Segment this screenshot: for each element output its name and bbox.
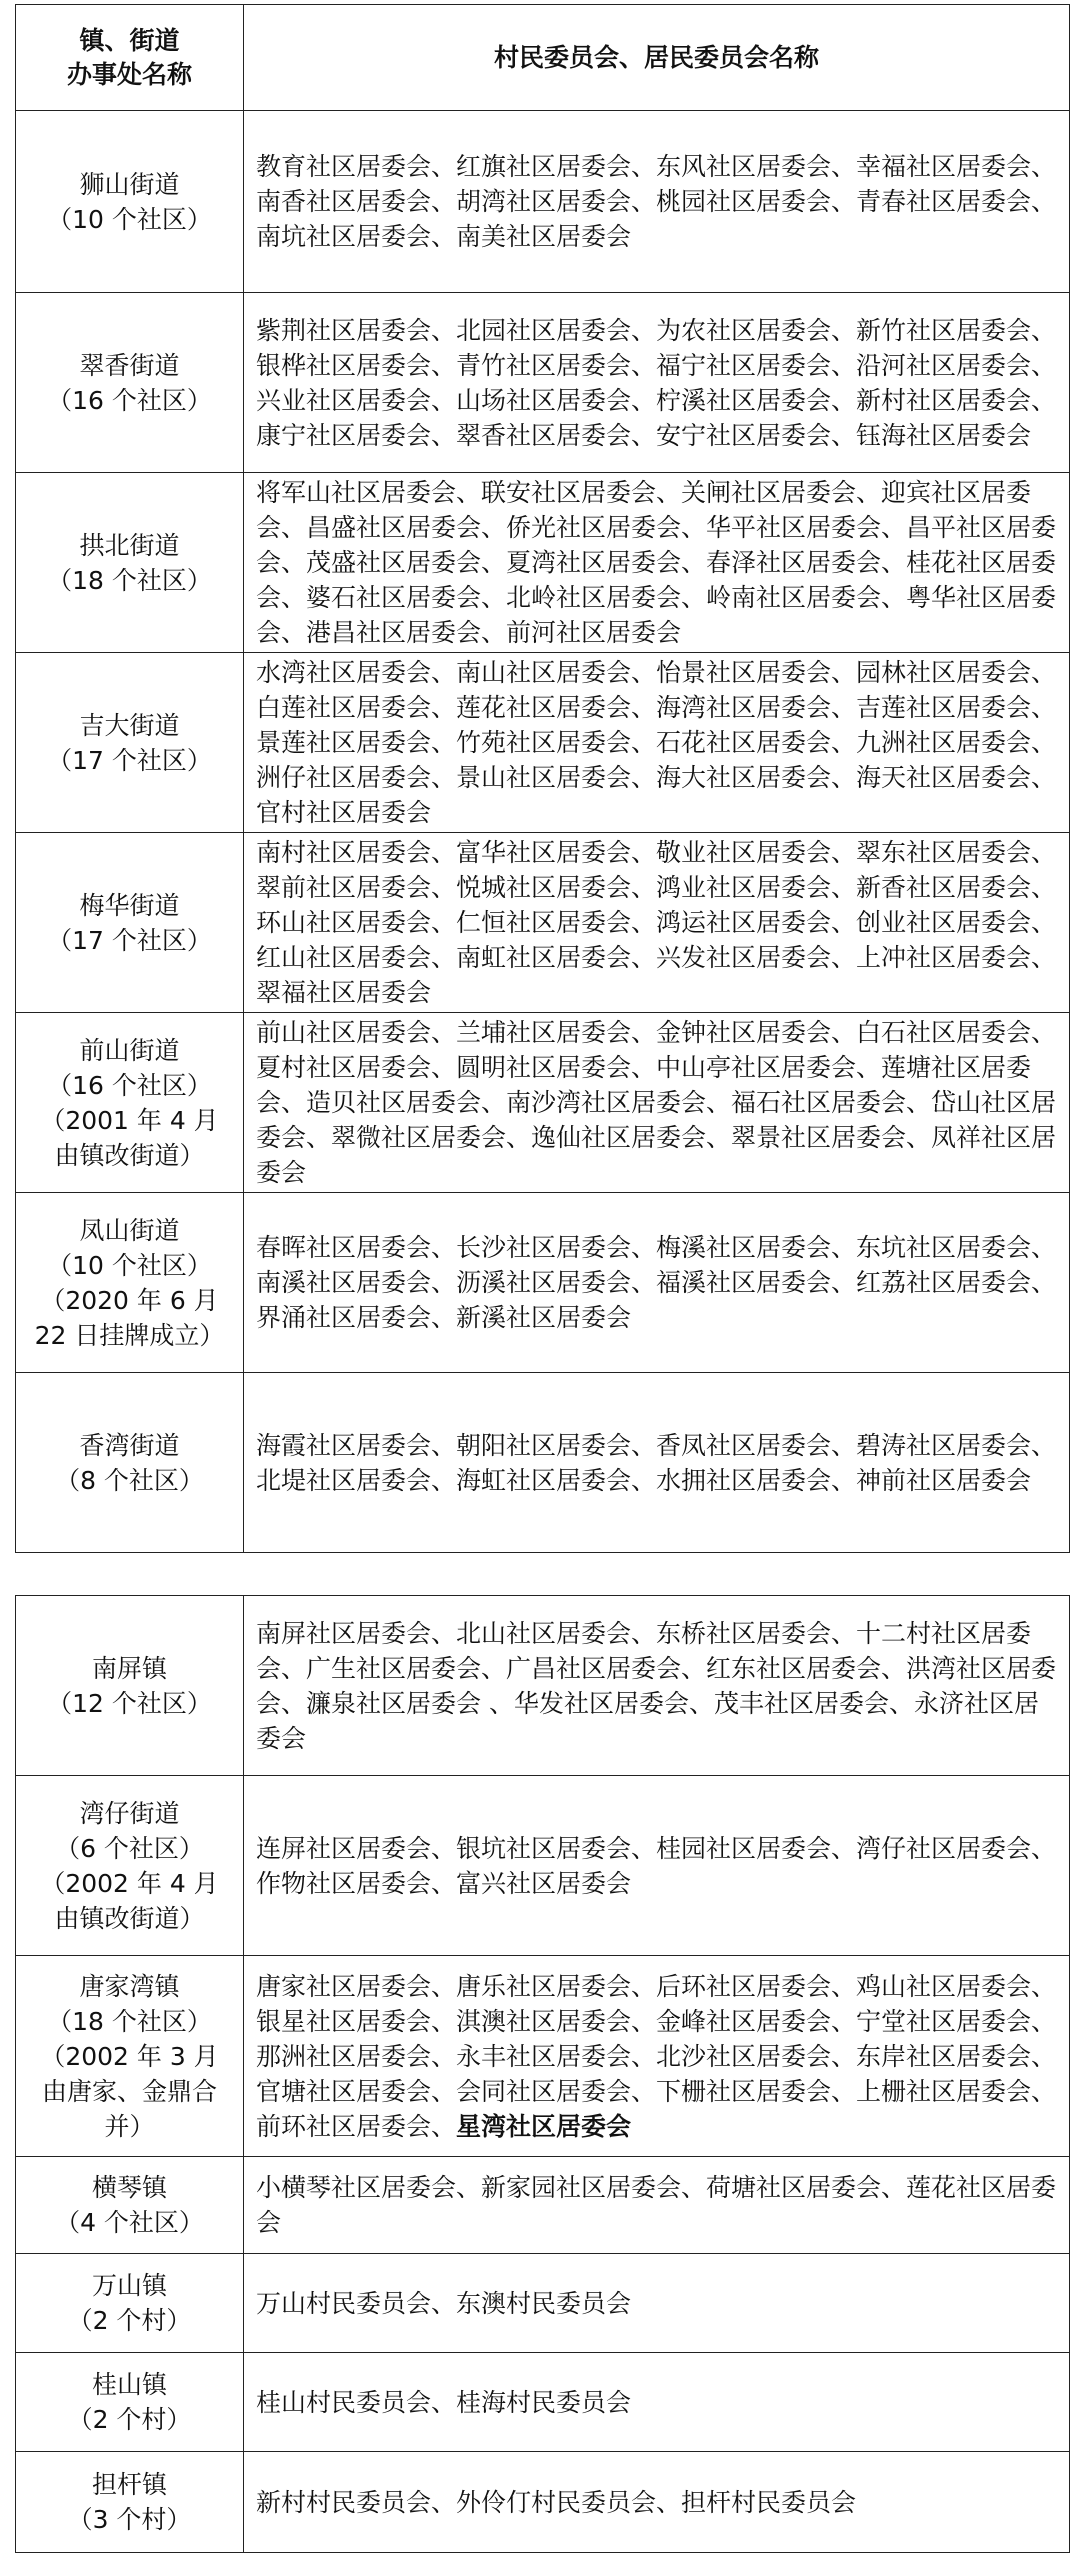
table-row	[16, 293, 1070, 473]
unit-name-line: 由镇改街道）	[54, 1140, 205, 1170]
unit-name-line: 由镇改街道）	[54, 1903, 205, 1933]
unit-name-line: 翠香街道	[79, 350, 180, 380]
table-header-row	[16, 5, 1070, 111]
committee-list-text: 春晖社区居委会、长沙社区居委会、梅溪社区居委会、东坑社区居委会、南溪社区居委会、沥溪社区居委会、福溪社区居委会、红荔社区居委会、界涌社区居委会、新溪社区居委会	[256, 1233, 1057, 1332]
unit-name-cell	[16, 2157, 244, 2254]
committee-list-text: 前山社区居委会、兰埔社区居委会、金钟社区居委会、白石社区居委会、夏村社区居委会、圆明社区居委会、中山亭社区居委会、莲塘社区居委会、造贝社区居委会、南沙湾社区居委会、福石社区居委会、岱山社区居委会、翠微社区居委会、逸仙社区居委会、翠景社区居委会、凤祥社区居委会	[256, 1018, 1057, 1187]
unit-name-line: 吉大街道	[79, 710, 180, 740]
unit-name-cell	[16, 473, 244, 653]
unit-name-cell	[16, 1956, 244, 2157]
table-2	[15, 1595, 1070, 2553]
unit-name-line: （2 个村）	[67, 2405, 192, 2434]
unit-name-line: （18 个社区）	[47, 2006, 212, 2036]
committee-list-cell	[244, 2452, 1070, 2553]
unit-name-line: 并）	[104, 2111, 155, 2141]
committee-list-text: 海霞社区居委会、朝阳社区居委会、香凤社区居委会、碧涛社区居委会、北堤社区居委会、海虹社区居委会、水拥社区居委会、神前社区居委会	[256, 1430, 1057, 1495]
committee-list-cell	[244, 1013, 1070, 1193]
unit-name-cell	[16, 2353, 244, 2452]
header-col1-line2: 办事处名称	[66, 59, 192, 89]
committee-list-cell	[244, 2157, 1070, 2254]
unit-name-line: 湾仔街道	[79, 1798, 180, 1828]
unit-name-line: 横琴镇	[91, 2173, 167, 2202]
committee-list-cell	[244, 2254, 1070, 2353]
committee-list-cell	[244, 1956, 1070, 2157]
unit-name-cell	[16, 293, 244, 473]
unit-name-line: 唐家湾镇	[79, 1971, 180, 2001]
committee-list-text: 万山村民委员会、东澳村民委员会	[256, 2288, 632, 2318]
table-row	[16, 2254, 1070, 2353]
unit-name-line: 前山街道	[79, 1035, 180, 1065]
table-row	[16, 1013, 1070, 1193]
unit-name-line: （17 个社区）	[47, 925, 212, 955]
committee-list-text: 连屏社区居委会、银坑社区居委会、桂园社区居委会、湾仔社区居委会、作物社区居委会、富兴社区居委会	[256, 1833, 1057, 1898]
unit-name-line: （10 个社区）	[47, 204, 212, 234]
table-1	[15, 4, 1070, 1553]
committee-list-cell	[244, 293, 1070, 473]
unit-name-cell	[16, 2254, 244, 2353]
unit-name-line: （16 个社区）	[47, 1070, 212, 1100]
unit-name-line: （2002 年 3 月	[40, 2041, 219, 2071]
unit-name-cell	[16, 653, 244, 833]
unit-name-line: 万山镇	[91, 2271, 167, 2300]
committee-list-cell	[244, 1776, 1070, 1956]
unit-name-line: （17 个社区）	[47, 745, 212, 775]
table-row	[16, 1596, 1070, 1776]
unit-name-cell	[16, 1373, 244, 1553]
unit-name-cell	[16, 1776, 244, 1956]
unit-name-line: （8 个社区）	[55, 1465, 204, 1495]
committee-list-text: 唐家社区居委会、唐乐社区居委会、后环社区居委会、鸡山社区居委会、银星社区居委会、淇澳社区居委会、金峰社区居委会、宁堂社区居委会、那洲社区居委会、永丰社区居委会、北沙社区居委会、东岸社区居委会、官塘社区居委会、会同社区居委会、下栅社区居委会、上栅社区居委会、前环社区居委会、	[256, 1971, 1057, 2141]
unit-name-cell	[16, 1193, 244, 1373]
header-col1	[16, 5, 244, 111]
unit-name-line: 凤山街道	[79, 1215, 180, 1245]
committee-list-cell	[244, 473, 1070, 653]
unit-name-line: 22 日挂牌成立）	[34, 1320, 225, 1350]
committee-list-text: 将军山社区居委会、联安社区居委会、关闸社区居委会、迎宾社区居委会、昌盛社区居委会、侨光社区居委会、华平社区居委会、昌平社区居委会、茂盛社区居委会、夏湾社区居委会、春泽社区居委会、桂花社区居委会、婆石社区居委会、北岭社区居委会、岭南社区居委会、粤华社区居委会、港昌社区居委会、前河社区居委会	[256, 478, 1057, 647]
committee-list-cell	[244, 1596, 1070, 1776]
committee-list-cell	[244, 1193, 1070, 1373]
table-1-body	[16, 111, 1070, 1553]
committee-list-text: 新村村民委员会、外伶仃村民委员会、担杆村民委员会	[256, 2487, 857, 2517]
unit-name-line: 担杆镇	[91, 2470, 167, 2499]
unit-name-cell	[16, 1596, 244, 1776]
unit-name-line: 梅华街道	[79, 890, 180, 920]
committee-list-text: 水湾社区居委会、南山社区居委会、怡景社区居委会、园林社区居委会、白莲社区居委会、莲花社区居委会、海湾社区居委会、吉莲社区居委会、景莲社区居委会、竹苑社区居委会、石花社区居委会、九洲社区居委会、洲仔社区居委会、景山社区居委会、海大社区居委会、海天社区居委会、官村社区居委会	[256, 658, 1057, 827]
unit-name-line: （18 个社区）	[47, 565, 212, 595]
committee-list-cell	[244, 111, 1070, 293]
unit-name-line: 南屏镇	[91, 1653, 167, 1683]
unit-name-line: 由唐家、金鼎合	[41, 2076, 217, 2106]
header-col2: 村民委员会、居民委员会名称	[244, 5, 1070, 111]
unit-name-line: （2001 年 4 月	[40, 1105, 219, 1135]
unit-name-cell	[16, 2452, 244, 2553]
committee-list-cell	[244, 2353, 1070, 2452]
unit-name-line: （10 个社区）	[47, 1250, 212, 1280]
table-row	[16, 1373, 1070, 1553]
unit-name-cell	[16, 111, 244, 293]
committee-list-text: 紫荆社区居委会、北园社区居委会、为农社区居委会、新竹社区居委会、银桦社区居委会、青竹社区居委会、福宁社区居委会、沿河社区居委会、兴业社区居委会、山场社区居委会、柠溪社区居委会、新村社区居委会、康宁社区居委会、翠香社区居委会、安宁社区居委会、钰海社区居委会	[256, 315, 1057, 450]
table-row	[16, 111, 1070, 293]
committee-list-cell	[244, 833, 1070, 1013]
table-row	[16, 473, 1070, 653]
unit-name-line: （2 个村）	[67, 2306, 192, 2335]
committee-list-cell	[244, 653, 1070, 833]
table-row	[16, 1193, 1070, 1373]
committee-list-text: 小横琴社区居委会、新家园社区居委会、荷塘社区居委会、莲花社区居委会	[256, 2173, 1057, 2237]
committee-list-bold-text: 星湾社区居委会	[456, 2111, 632, 2141]
unit-name-line: （16 个社区）	[47, 385, 212, 415]
table-row	[16, 2157, 1070, 2254]
unit-name-line: （3 个村）	[67, 2505, 192, 2534]
table-row	[16, 1956, 1070, 2157]
table-row	[16, 1776, 1070, 1956]
committee-list-text: 桂山村民委员会、桂海村民委员会	[256, 2387, 632, 2417]
unit-name-line: 香湾街道	[79, 1430, 180, 1460]
table-row	[16, 653, 1070, 833]
unit-name-line: （2020 年 6 月	[40, 1285, 219, 1315]
unit-name-line: 拱北街道	[79, 530, 180, 560]
table-row	[16, 833, 1070, 1013]
header-col1-line1: 镇、街道	[79, 25, 180, 55]
table-2-body	[16, 1596, 1070, 2553]
unit-name-line: （6 个社区）	[55, 1833, 204, 1863]
committee-list-cell	[244, 1373, 1070, 1553]
unit-name-line: 桂山镇	[91, 2370, 167, 2399]
committee-list-text: 南屏社区居委会、北山社区居委会、东桥社区居委会、十二村社区居委会、广生社区居委会、广昌社区居委会、红东社区居委会、洪湾社区居委会、濂泉社区居委会 、华发社区居委会、茂丰社区居委会、永济社区居委会	[256, 1618, 1057, 1753]
table-row	[16, 2452, 1070, 2553]
table-row	[16, 2353, 1070, 2452]
unit-name-line: （2002 年 4 月	[40, 1868, 219, 1898]
committee-list-text: 教育社区居委会、红旗社区居委会、东风社区居委会、幸福社区居委会、南香社区居委会、胡湾社区居委会、桃园社区居委会、青春社区居委会、南坑社区居委会、南美社区居委会	[256, 152, 1057, 251]
committee-list-text: 南村社区居委会、富华社区居委会、敬业社区居委会、翠东社区居委会、翠前社区居委会、悦城社区居委会、鸿业社区居委会、新香社区居委会、环山社区居委会、仁恒社区居委会、鸿运社区居委会、创业社区居委会、红山社区居委会、南虹社区居委会、兴发社区居委会、上冲社区居委会、翠福社区居委会	[256, 838, 1057, 1007]
unit-name-cell	[16, 1013, 244, 1193]
unit-name-cell	[16, 833, 244, 1013]
unit-name-line: （12 个社区）	[47, 1688, 212, 1718]
unit-name-line: （4 个社区）	[55, 2208, 204, 2237]
unit-name-line: 狮山街道	[79, 169, 180, 199]
